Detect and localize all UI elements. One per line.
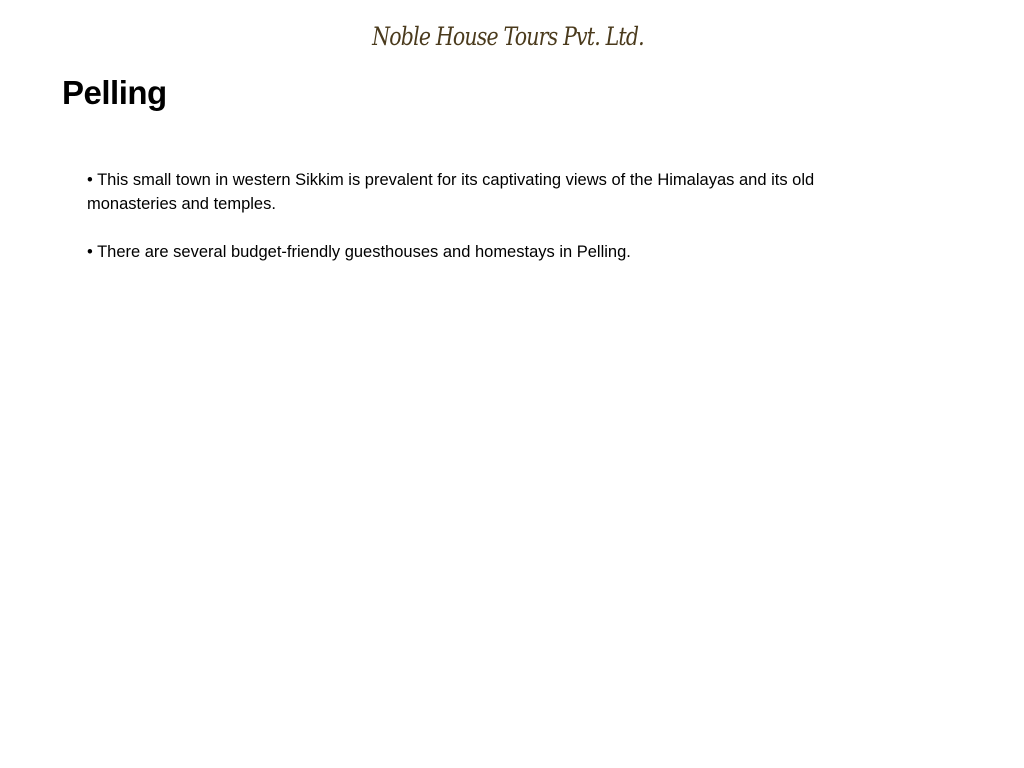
- bullet-list: [87, 168, 877, 288]
- bullet-item-1: • This small town in western Sikkim is prevalent for its captivating views of the Himalayas and its old monasteries and temples.: [87, 171, 815, 213]
- bullet-item-2: • There are several budget-friendly guesthouses and homestays in Pelling.: [87, 243, 631, 261]
- page-title: Pelling: [62, 74, 167, 111]
- company-logo-text: Noble House Tours Pvt. Ltd.: [372, 22, 644, 51]
